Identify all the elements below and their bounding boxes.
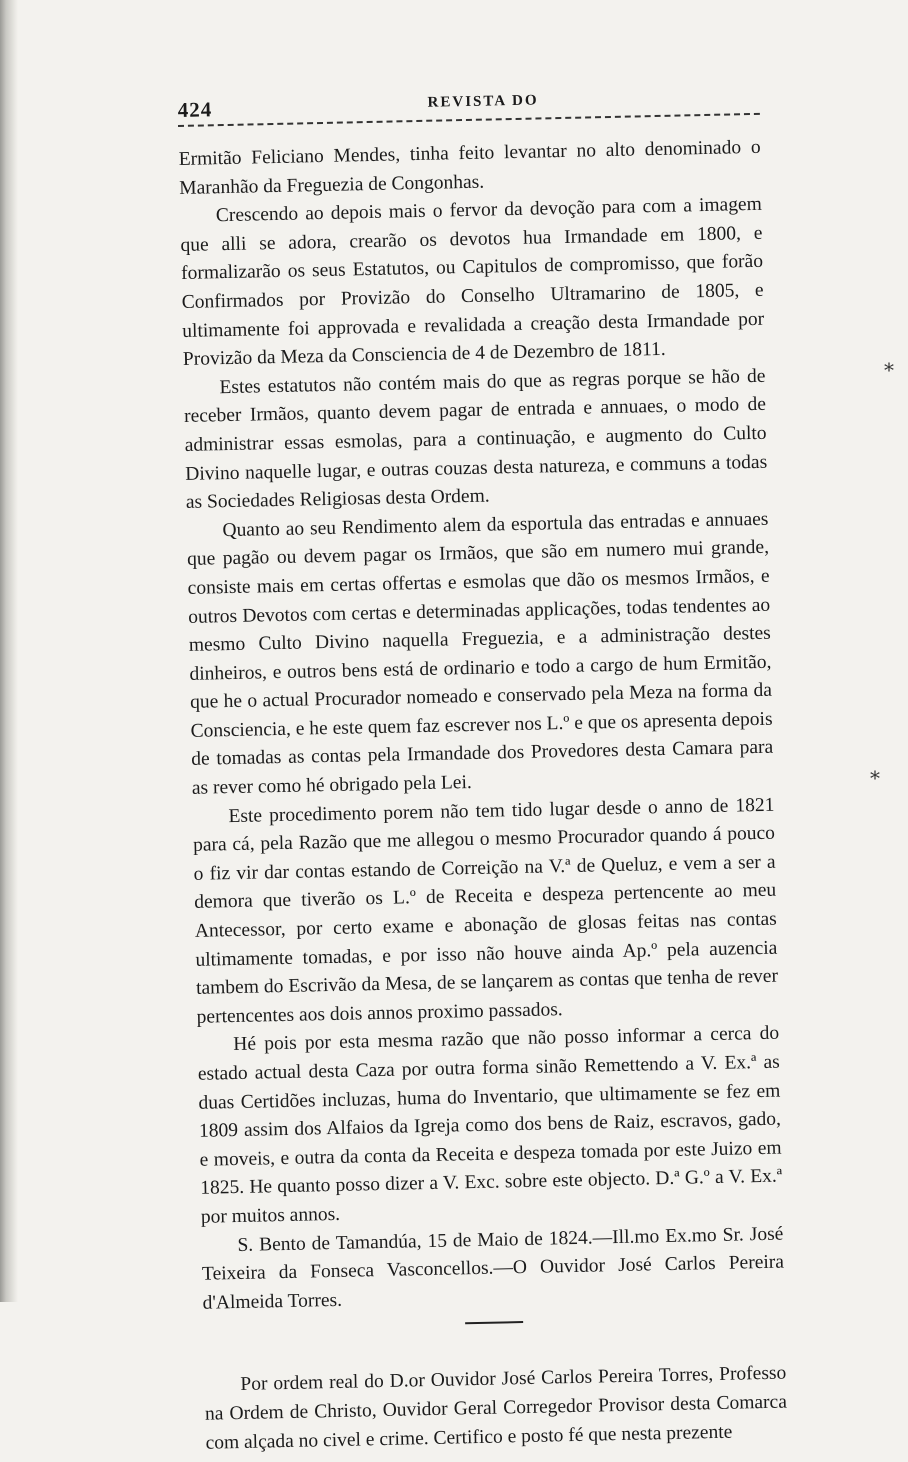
running-head: REVISTA DO [427, 92, 539, 111]
margin-mark: ⁎ [884, 354, 894, 376]
paragraph: Crescendo ao depois mais o fervor da devoção para com a imagem que alli se adora, crearão os devotos hua Irmandade em 1800, e formalizarão os seus Estatutos, ou Capitulos de compromisso, que forão Confirmados por Provizão do Conselho Ultramarino de 1805, e ultimamente foi approvada e revalidada a creação desta Irmandade por Provizão da Meza da Consciencia de 4 de Dezembro de 1811. [180, 193, 765, 371]
page-number: 424 [177, 97, 213, 123]
paragraph: Hé pois por esta mesma razão que não posso informar a cerca do estado actual desta Caza por outra forma sinão Remettendo a V. Ex.ª as duas Certidões incluzas, huma do Inventario, que ultimamente se fez em 1809 assim dos Alfaios da Igreja como dos bens de Raiz, escravos, gado, e moveis, e outra da conta da Receita e despeza tomada por este Juizo em 1825. He quanto posso dizer a V. Exc. sobre este objecto. D.ª G.º a V. Ex.ª por muitos annos. [197, 1023, 783, 1228]
margin-mark: ⁎ [870, 762, 880, 784]
paragraph: Por ordem real do D.or Ouvidor José Carlos Pereira Torres, Professo na Ordem de Christo, Ouvidor Geral Corregedor Provisor desta Comarca com alçada no civel e crime. Certifico e posto fé que nesta prezente [204, 1362, 788, 1454]
page-header [177, 86, 759, 122]
paragraph: Ermitão Feliciano Mendes, tinha feito levantar no alto denominado o Maranhão da Freguezia de Congonhas. [178, 136, 761, 199]
body-text [178, 134, 787, 1458]
paragraph: Quanto ao seu Rendimento alem da esportula das entradas e annuaes que pagão ou devem pagar os Irmãos, que são em numero mui grande, consiste mais em certas offertas e esmolas que dão os mesmos Irmãos, e outros Devotos com certas e determinadas applicações, todas tendentes ao mesmo Culto Divino naquella Freguezia, e a administração destes dinheiros, e outros bens está de ordinario e todo a cargo de hum Ermitão, que he o actual Procurador nomeado e conservado pela Meza na forma da Consciencia, e he este quem faz escrever nos L.º e que os apresenta depois de tomadas as contas pela Irmandade dos Provedores desta Camara para as rever como hé obrigado pela Lei. [186, 508, 774, 799]
paragraph: Este procedimento porem não tem tido lugar desde o anno de 1821 para cá, pela Razão que me allegou o mesmo Procurador quando á pouco o fiz vir dar contas estando de Correição na V.ª de Queluz, e vem a ser a demora que tiverão os L.º de Receita e despeza pertencente ao meu Antecessor, por certo exame e abonação de glosas feitas nas contas ultimamente tomadas, e por isso não houve ainda Ap.º pela auzencia tambem do Escrivão da Mesa, de se lançarem as contas que tenha de rever pertencentes aos dois annos proximo passados. [192, 794, 779, 1028]
signature-paragraph: S. Bento de Tamandúa, 15 de Maio de 1824.—Ill.mo Ex.mo Sr. José Teixeira da Fonseca Vasconcellos.—O Ouvidor José Carlos Pereira d'Almeida Torres. [201, 1223, 785, 1314]
section-separator [465, 1321, 523, 1324]
header-rule [178, 113, 760, 127]
paragraph: Estes estatutos não contém mais do que as regras porque se hão de receber Irmãos, quanto devem pagar de entrada e annuaes, o modo de administrar essas esmolas, para a continuação, e augmento do Culto Divino naquelle lugar, e outras couzas desta natureza, e communs a todas as Sociedades Religiosas desta Ordem. [183, 365, 768, 514]
